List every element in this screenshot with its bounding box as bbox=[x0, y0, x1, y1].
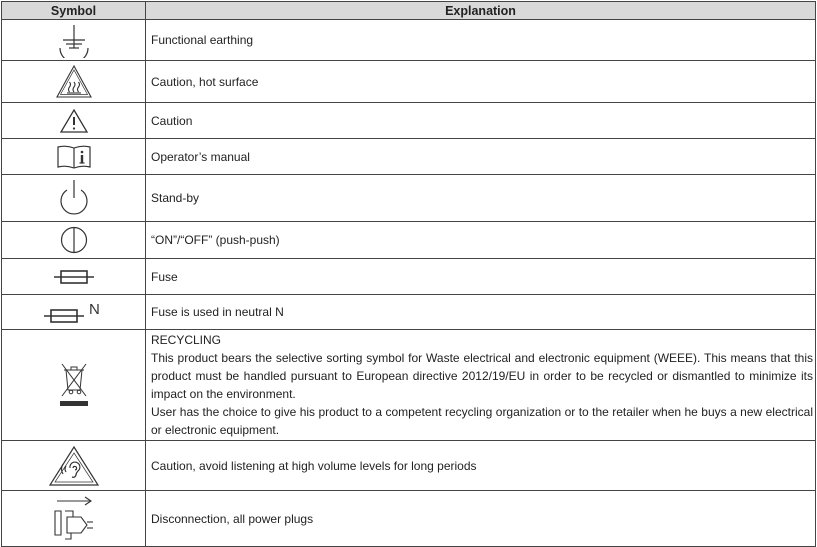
table-row bbox=[2, 330, 816, 441]
symbol-column-header: Symbol bbox=[2, 2, 146, 20]
recycling-heading: RECYCLING bbox=[151, 333, 222, 347]
explanation-cell: “ON”/“OFF” (push-push) bbox=[146, 222, 816, 259]
table-row bbox=[2, 139, 816, 175]
explanation-cell: Fuse is used in neutral N bbox=[146, 295, 816, 330]
disconnect-power-plugs-icon bbox=[51, 495, 97, 543]
symbol-cell bbox=[2, 175, 146, 222]
table-row bbox=[2, 175, 816, 222]
caution-icon bbox=[59, 107, 89, 135]
symbol-cell bbox=[2, 139, 146, 175]
explanation-column-header: Explanation bbox=[146, 2, 816, 20]
table-row bbox=[2, 61, 816, 103]
weee-recycling-icon bbox=[56, 360, 92, 410]
symbol-cell bbox=[2, 295, 146, 330]
hearing-caution-icon bbox=[47, 444, 101, 488]
table-row bbox=[2, 20, 816, 61]
recycling-paragraph: This product bears the selective sorting symbol for Waste electrical and electronic equipment (WEEE). This means that this product must be handled pursuant to European directive 2012/19/EU in order to be recycled or dismantled to minimize its impact on the environment. bbox=[151, 351, 813, 401]
symbol-cell bbox=[2, 491, 146, 547]
explanation-cell: Caution, hot surface bbox=[146, 61, 816, 103]
table-row bbox=[2, 103, 816, 139]
table-row bbox=[2, 491, 816, 547]
standby-icon bbox=[56, 178, 92, 218]
recycling-paragraph: User has the choice to give his product to a competent recycling organization or to the retailer when he buys a new electrical or electronic equipment. bbox=[151, 405, 813, 437]
recycling-explanation-cell bbox=[146, 330, 816, 441]
on-off-icon bbox=[58, 225, 90, 255]
symbol-cell bbox=[2, 103, 146, 139]
symbol-cell bbox=[2, 441, 146, 491]
explanation-cell: Fuse bbox=[146, 259, 816, 295]
fuse-neutral-icon bbox=[42, 299, 106, 325]
symbol-cell bbox=[2, 330, 146, 441]
explanation-cell: Operator’s manual bbox=[146, 139, 816, 175]
table-row bbox=[2, 259, 816, 295]
symbol-cell bbox=[2, 61, 146, 103]
explanation-cell: Functional earthing bbox=[146, 20, 816, 61]
explanation-cell: Stand-by bbox=[146, 175, 816, 222]
table-header-row bbox=[2, 2, 816, 20]
symbol-cell bbox=[2, 20, 146, 61]
symbol-cell bbox=[2, 222, 146, 259]
operators-manual-icon bbox=[55, 143, 93, 171]
table-row bbox=[2, 441, 816, 491]
symbol-table bbox=[1, 1, 816, 547]
table-row bbox=[2, 222, 816, 259]
symbol-cell bbox=[2, 259, 146, 295]
hot-surface-icon bbox=[54, 63, 94, 101]
table-row bbox=[2, 295, 816, 330]
fuse-icon bbox=[51, 267, 97, 287]
neutral-n-label: N bbox=[88, 301, 100, 318]
explanation-cell: Caution bbox=[146, 103, 816, 139]
functional-earthing-icon bbox=[54, 22, 94, 58]
explanation-cell: Caution, avoid listening at high volume levels for long periods bbox=[146, 441, 816, 491]
explanation-cell: Disconnection, all power plugs bbox=[146, 491, 816, 547]
